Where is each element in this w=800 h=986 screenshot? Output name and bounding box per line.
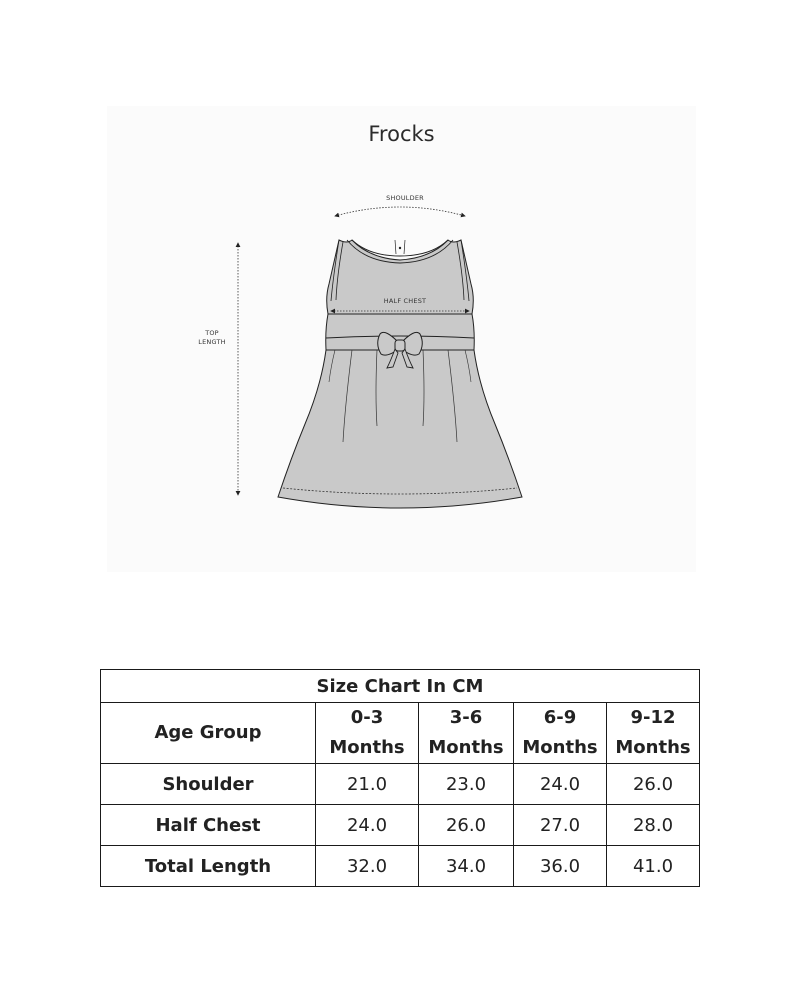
table-cell: 21.0 [316,764,419,805]
table-row [101,764,700,805]
size-chart-header-row [101,703,700,764]
table-cell: 26.0 [419,805,514,846]
age-group-header: Age Group [101,703,316,764]
size-header-range: 6-9 [543,707,577,728]
size-header-6-9 [514,703,607,764]
size-header-unit: Months [522,737,598,758]
figure-title: Frocks [368,122,435,146]
shoulder-measure-arrow [335,207,465,216]
frock-diagram-panel [107,106,696,572]
table-cell: 27.0 [514,805,607,846]
top-length-label-line1: TOP [205,329,219,337]
table-cell: 32.0 [316,846,419,887]
size-chart-table [100,669,700,887]
table-cell: 28.0 [607,805,700,846]
size-header-unit: Months [615,737,691,758]
size-header-3-6 [419,703,514,764]
table-row [101,805,700,846]
size-header-9-12 [607,703,700,764]
frock-skirt [278,350,522,508]
table-cell: 26.0 [607,764,700,805]
size-header-unit: Months [329,737,405,758]
table-cell: 24.0 [514,764,607,805]
table-row [101,846,700,887]
size-header-unit: Months [428,737,504,758]
top-length-label [189,329,235,347]
size-header-range: 9-12 [630,707,676,728]
row-label-shoulder: Shoulder [101,764,316,805]
row-label-total-length: Total Length [101,846,316,887]
size-header-range: 3-6 [449,707,483,728]
half-chest-label: HALF CHEST [383,297,427,305]
size-chart-caption-row [101,670,700,703]
table-cell: 23.0 [419,764,514,805]
top-length-label-line2: LENGTH [198,338,226,346]
table-cell: 41.0 [607,846,700,887]
table-cell: 24.0 [316,805,419,846]
size-chart-caption: Size Chart In CM [101,670,700,703]
size-header-range: 0-3 [350,707,384,728]
shoulder-label: SHOULDER [386,194,424,202]
table-cell: 34.0 [419,846,514,887]
table-cell: 36.0 [514,846,607,887]
size-header-0-3 [316,703,419,764]
row-label-half-chest: Half Chest [101,805,316,846]
